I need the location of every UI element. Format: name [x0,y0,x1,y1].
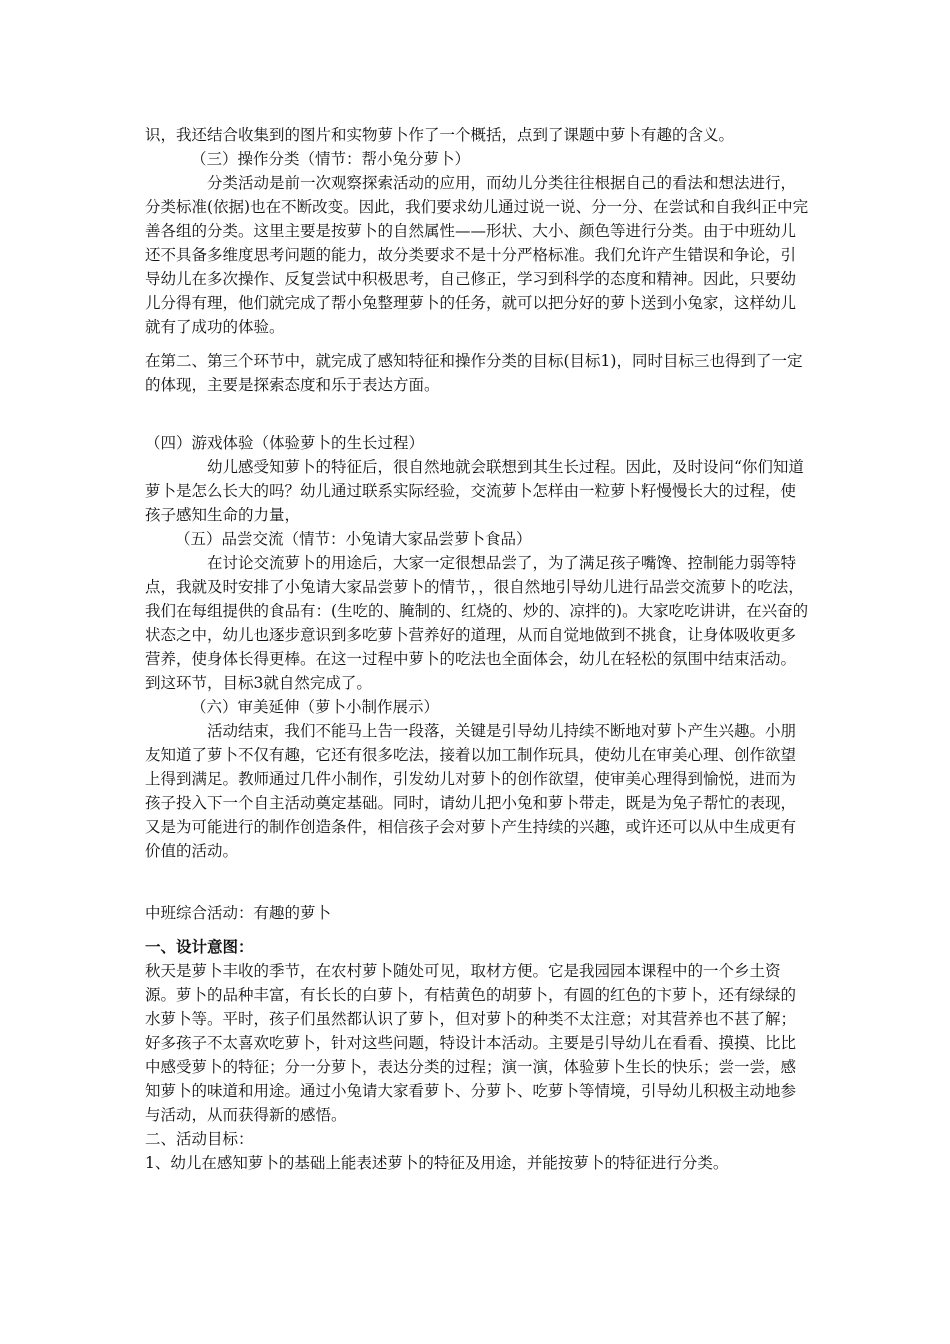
section-heading-aesthetic: （六）审美延伸（萝卜小制作展示） [191,698,440,716]
goal-item-1: 1、幼儿在感知萝卜的基础上能表述萝卜的特征及用途，并能按萝卜的特征进行分类。 [145,1154,729,1172]
section-heading-game-experience: （四）游戏体验（体验萝卜的生长过程） [145,434,425,452]
section-heading-tasting: （五）品尝交流（情节：小兔请大家品尝萝卜食品） [175,530,532,548]
spacer [145,339,810,349]
paragraph-design-intent: 秋天是萝卜丰收的季节，在农村萝卜随处可见，取材方便。它是我园园本课程中的一个乡土资源。萝卜的品种丰富，有长长的白萝卜，有桔黄色的胡萝卜，有圆的红色的卞萝卜，还有绿绿的水萝卜等。平时，孩子们虽然都认识了萝卜，但对萝卜的种类不太注意；对其营养也不甚了解；好多孩子不太喜欢吃萝卜，针对这些问题，特设计本活动。主要是引导幼儿在看看、摸摸、比比中感受萝卜的特征；分一分萝卜，表达分类的过程；演一演，体验萝卜生长的快乐；尝一尝，感知萝卜的味道和用途。通过小兔请大家看萝卜、分萝卜、吃萝卜等情境，引导幼儿积极主动地参与活动，从而获得新的感悟。 [145,962,797,1124]
paragraph-summary: 在第二、第三个环节中，就完成了感知特征和操作分类的目标(目标1)，同时目标三也得到了一定的体现，主要是探索态度和乐于表达方面。 [145,352,803,394]
paragraph-classify: 分类活动是前一次观察探索活动的应用，而幼儿分类往往根据自己的看法和想法进行，分类标准(依据)也在不断改变。因此，我们要求幼儿通过说一说、分一分、在尝试和自我纠正中完善各组的分类。这里主要是按萝卜的自然属性——形状、大小、颜色等进行分类。由于中班幼儿还不具备多维度思考问题的能力，故分类要求不是十分严格标准。我们允许产生错误和争论，引导幼儿在多次操作、反复尝试中积极思考，自己修正，学习到科学的态度和精神。因此，只要幼儿分得有理，他们就完成了帮小兔整理萝卜的任务，就可以把分好的萝卜送到小兔家，这样幼儿就有了成功的体验。 [145,174,809,336]
paragraph-continuation: 识，我还结合收集到的图片和实物萝卜作了一个概括，点到了课题中萝卜有趣的含义。 [145,126,735,144]
paragraph-tasting: 在讨论交流萝卜的用途后，大家一定很想品尝了，为了满足孩子嘴馋、控制能力弱等特点，我就及时安排了小兔请大家品尝萝卜的情节，，很自然地引导幼儿进行品尝交流萝卜的吃法，我们在每组提供的食品有：(生吃的、腌制的、红烧的、炒的、凉拌的)。大家吃吃讲讲，在兴奋的状态之中，幼儿也逐步意识到多吃萝卜营养好的道理，从而自觉地做到不挑食，让身体吸收更多营养，使身体长得更棒。在这一过程中萝卜的吃法也全面体会，幼儿在轻松的氛围中结束活动。到这环节，目标3就自然完成了。 [145,554,809,692]
spacer [145,925,810,935]
document-title: 中班综合活动：有趣的萝卜 [145,904,332,922]
section-heading-operate-classify: （三）操作分类（情节：帮小兔分萝卜） [191,150,471,168]
paragraph-aesthetic: 活动结束，我们不能马上告一段落，关键是引导幼儿持续不断地对萝卜产生兴趣。小朋友知道了萝卜不仅有趣，它还有很多吃法，接着以加工制作玩具，使幼儿在审美心理、创作欲望上得到满足。教师通过几件小制作，引发幼儿对萝卜的创作欲望，使审美心理得到愉悦，进而为孩子投入下一个自主活动奠定基础。同时，请幼儿把小兔和萝卜带走，既是为兔子帮忙的表现，又是为可能进行的制作创造条件，相信孩子会对萝卜产生持续的兴趣，或许还可以从中生成更有价值的活动。 [145,722,797,860]
document-body [145,123,810,1175]
spacer [145,863,810,901]
spacer [145,397,810,431]
section-heading-goals: 二、活动目标： [145,1130,254,1148]
section-heading-design-intent: 一、设计意图： [145,938,254,956]
paragraph-game: 幼儿感受知萝卜的特征后，很自然地就会联想到其生长过程。因此，及时设问“你们知道萝卜是怎么长大的吗？幼儿通过联系实际经验，交流萝卜怎样由一粒萝卜籽慢慢长大的过程，使孩子感知生命的力量， [145,458,804,524]
